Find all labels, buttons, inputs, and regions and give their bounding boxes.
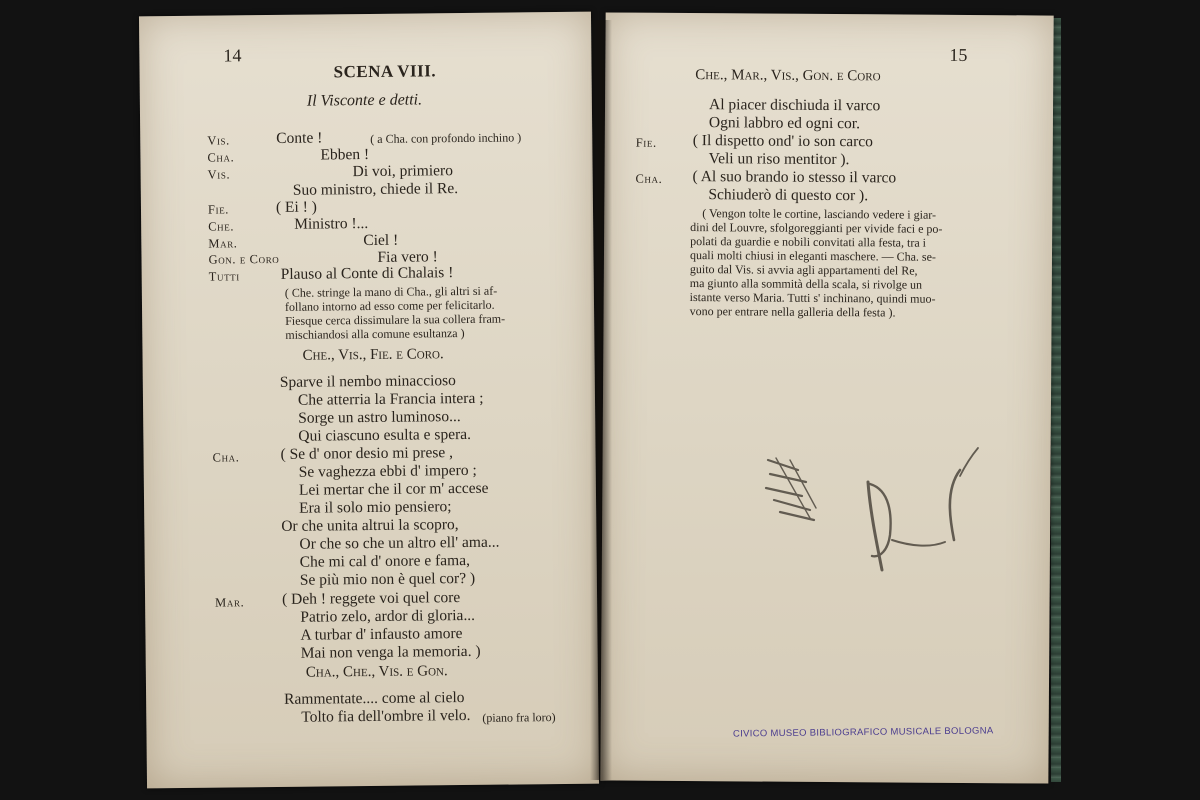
verse-line: ( Deh ! reggete voi quel core <box>281 589 461 608</box>
verse-line: Ogni labbro ed ogni cor. <box>708 114 861 133</box>
speaker-label: Fie. <box>207 202 230 217</box>
verse-line: Patrio zelo, ardor di gloria... <box>300 606 476 626</box>
ensemble-heading: Che., Vis., Fie. e Coro. <box>302 346 444 364</box>
verse-line: Ciel ! <box>363 231 399 250</box>
verse-line: ( Se d' onor desio mi prese , <box>280 444 454 463</box>
stage-direction: mischiandosi alla comune esultanza ) <box>285 325 465 342</box>
verse-line: Sparve il nembo minaccioso <box>279 372 456 391</box>
verse-line: ( Ei ! ) <box>275 198 317 216</box>
stage-direction: ( Vengon tolte le cortine, lasciando vedere i giar- <box>702 206 937 222</box>
verse-line: Se più mio non è quel cor? ) <box>299 569 476 589</box>
speaker-label: Cha. <box>635 171 663 186</box>
stage-direction: ( a Cha. con profondo inchino ) <box>370 130 522 146</box>
speaker-label: Fie. <box>635 135 657 150</box>
stage-direction: ma giunto alla sommità della scala, si rivolge un <box>689 276 923 292</box>
speaker-label: Vis. <box>207 133 230 148</box>
verse-line: Rammentate.... come al cielo <box>284 689 465 708</box>
verse-line: Ministro !... <box>294 214 369 233</box>
verse-line: Che atterria la Francia intera ; <box>297 389 484 409</box>
page-number: 15 <box>949 44 968 65</box>
verse-line: Sorge un astro luminoso... <box>298 408 461 427</box>
verse-line: Qui ciascuno esulta e spera. <box>298 425 472 445</box>
verse-line: ( Il dispetto ond' io son carco <box>692 132 874 151</box>
ensemble-heading: Che., Mar., Vis., Gon. e Coro <box>695 67 881 85</box>
verse-line: Che mi cal d' onore e fama, <box>299 551 470 571</box>
speaker-label: Gon. e Coro <box>208 251 280 267</box>
verse-line: Tolto fia dell'ombre il velo. <box>301 706 471 726</box>
scene-title: SCENA VIII. <box>333 61 437 82</box>
verse-line: Or che unita altrui la scopro, <box>281 516 459 535</box>
stage-direction: ( Che. stringe la mano di Cha., gli altri si af- <box>284 283 498 300</box>
verse-line: Lei mertar che il cor m' accese <box>298 479 489 499</box>
verse-line: A turbar d' infausto amore <box>300 625 463 644</box>
verse-line: Suo ministro, chiede il Re. <box>292 180 459 199</box>
verse-line: Era il solo mio pensiero; <box>299 498 452 517</box>
verse-line: Fia vero ! <box>377 248 438 266</box>
stage-direction: istante verso Maria. Tutti s' inchinano, quindi muo- <box>689 290 936 306</box>
verse-line: ( Al suo brando io stesso il varco <box>692 168 897 187</box>
speaker-label: Mar. <box>208 236 238 251</box>
speaker-label: Cha. <box>212 450 240 465</box>
verse-line: Di voi, primiero <box>352 162 454 181</box>
speaker-label: Vis. <box>207 167 231 182</box>
verse-line: Veli un riso mentitor ). <box>708 150 850 169</box>
verse-line: Schiuderò di questo cor ). <box>708 186 869 205</box>
page-number: 14 <box>223 45 242 66</box>
stage-direction: quali molti chiusi in eleganti maschere. — Cha. se- <box>689 248 936 264</box>
speaker-label: Mar. <box>215 595 245 610</box>
right-page <box>600 12 1053 783</box>
scene-subtitle: Il Visconte e detti. <box>306 91 423 110</box>
verse-line: Or che so che un altro ell' ama... <box>299 533 500 553</box>
speaker-label: Tutti <box>208 269 240 284</box>
verse-line: Al piacer dischiuda il varco <box>708 96 881 115</box>
stage-direction: guito dal Vis. si avvia agli appartamenti del Re, <box>689 262 918 278</box>
library-stamp: CIVICO MUSEO BIBLIOGRAFICO MUSICALE BOLOGNA <box>732 725 994 740</box>
book-spine-shadow <box>590 20 612 780</box>
stage-direction: polati da guardie e nobili convitati alla festa, tra i <box>690 234 927 250</box>
pencil-scribble-icon <box>740 430 1000 590</box>
verse-line: Mai non venga la memoria. ) <box>300 642 481 662</box>
stage-direction: dini del Louvre, sfolgoreggianti per vivide faci e po- <box>690 220 943 236</box>
speaker-label: Che. <box>208 219 235 234</box>
ensemble-heading: Cha., Che., Vis. e Gon. <box>305 663 448 681</box>
verse-line: Ebben ! <box>320 145 370 164</box>
stage-direction: (piano fra loro) <box>482 710 556 725</box>
verse-line: Conte ! <box>276 129 323 147</box>
speaker-label: Cha. <box>207 150 235 165</box>
stage-direction: vono per entrare nella galleria della festa ). <box>689 304 896 320</box>
verse-line: Plauso al Conte di Chalais ! <box>280 264 454 283</box>
left-page <box>139 12 599 789</box>
stage-direction: follano intorno ad esso come per felicitarlo. <box>284 297 495 314</box>
verse-line: Se vaghezza ebbi d' impero ; <box>298 461 477 481</box>
stage-direction: Fiesque cerca dissimulare la sua collera fram- <box>285 311 506 328</box>
